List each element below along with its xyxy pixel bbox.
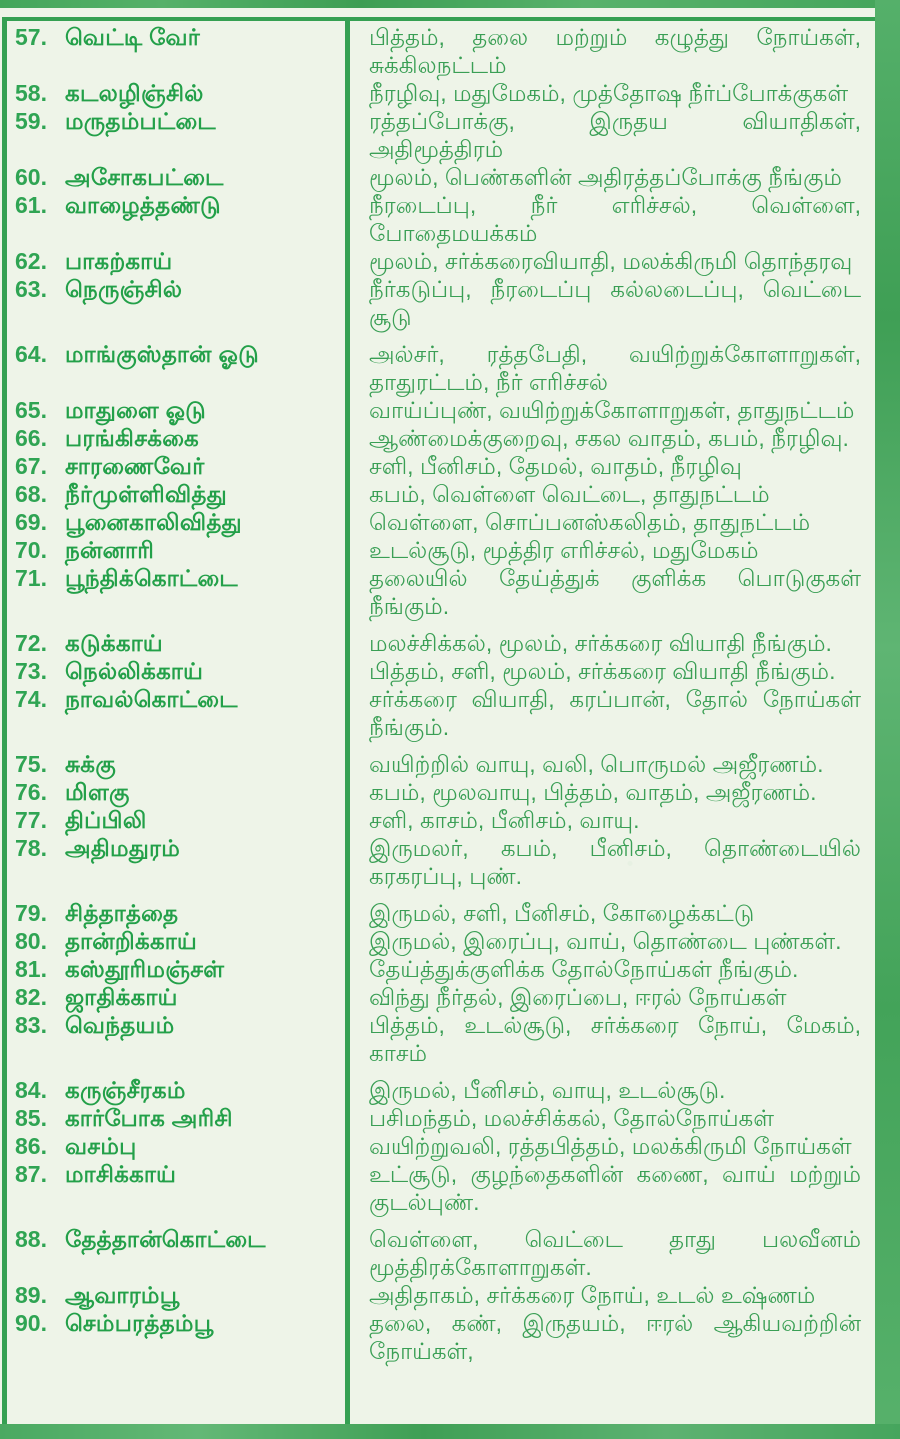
herb-name: சுக்கு bbox=[65, 751, 116, 777]
herb-name: நீர்முள்ளிவித்து bbox=[65, 481, 227, 507]
herb-name-cell bbox=[7, 340, 345, 396]
row-number: 65. bbox=[15, 397, 47, 423]
herb-name-cell bbox=[7, 23, 345, 79]
table-row bbox=[7, 1104, 875, 1132]
herb-uses: மூலம், சர்க்கரைவியாதி, மலக்கிருமி தொந்தரவு bbox=[369, 248, 853, 274]
herb-uses: பித்தம், சளி, மூலம், சர்க்கரை வியாதி நீங்கும். bbox=[369, 658, 836, 684]
herb-name: அதிமதுரம் bbox=[65, 835, 181, 861]
herb-name-cell bbox=[7, 452, 345, 480]
herb-name: அசோகபட்டை bbox=[65, 164, 224, 190]
herb-name-cell bbox=[7, 685, 345, 741]
row-number: 59. bbox=[15, 108, 47, 134]
herb-uses: நீரடைப்பு, நீர் எரிச்சல், வெள்ளை, போதைமயக்கம் bbox=[369, 192, 861, 246]
row-number: 83. bbox=[15, 1012, 47, 1038]
herb-name-cell bbox=[7, 163, 345, 191]
herb-uses: பசிமந்தம், மலச்சிக்கல், தோல்நோய்கள் bbox=[369, 1105, 775, 1131]
herb-name: பூந்திக்கொட்டை bbox=[65, 565, 238, 591]
table-row bbox=[7, 275, 875, 331]
herb-uses: தேய்த்துக்குளிக்க தோல்நோய்கள் நீங்கும். bbox=[369, 956, 799, 982]
table-row bbox=[7, 564, 875, 620]
table-row bbox=[7, 629, 875, 657]
table-row bbox=[7, 247, 875, 275]
row-number: 63. bbox=[15, 276, 47, 302]
herb-name: கடுக்காய் bbox=[65, 630, 163, 656]
herb-uses: இருமல், பீனிசம், வாயு, உடல்சூடு. bbox=[369, 1077, 726, 1103]
herb-name-cell bbox=[7, 1011, 345, 1067]
herb-name: மிளகு bbox=[65, 779, 130, 805]
row-number: 80. bbox=[15, 928, 47, 954]
herb-name-cell bbox=[7, 424, 345, 452]
herb-name: மாசிக்காய் bbox=[65, 1161, 177, 1187]
row-number: 71. bbox=[15, 565, 47, 591]
herb-name: நெல்லிக்காய் bbox=[65, 658, 204, 684]
table-row bbox=[7, 424, 875, 452]
herb-uses: மூலம், பெண்களின் அதிரத்தப்போக்கு நீங்கும் bbox=[369, 164, 842, 190]
table-row bbox=[7, 23, 875, 79]
herb-uses: வெள்ளை, வெட்டை தாது பலவீனம் மூத்திரக்கோளாறுகள். bbox=[369, 1226, 861, 1280]
row-number: 74. bbox=[15, 686, 47, 712]
row-number: 67. bbox=[15, 453, 47, 479]
table-row bbox=[7, 750, 875, 778]
row-number: 89. bbox=[15, 1282, 47, 1308]
row-number: 58. bbox=[15, 80, 47, 106]
herb-name: சித்தாத்தை bbox=[65, 900, 179, 926]
herb-name: பாகற்காய் bbox=[65, 248, 173, 274]
table-row bbox=[7, 480, 875, 508]
herb-name-cell bbox=[7, 480, 345, 508]
herb-uses: பித்தம், தலை மற்றும் கழுத்து நோய்கள், சுக்கிலநட்டம் bbox=[369, 24, 861, 78]
herb-name-cell bbox=[7, 191, 345, 247]
herb-uses: தலை, கண், இருதயம், ஈரல் ஆகியவற்றின் நோய்கள், bbox=[369, 1310, 861, 1364]
row-number: 68. bbox=[15, 481, 47, 507]
herb-uses: இருமல், இரைப்பு, வாய், தொண்டை புண்கள். bbox=[369, 928, 842, 954]
right-green-band bbox=[875, 0, 900, 1439]
herb-name-cell bbox=[7, 657, 345, 685]
row-number: 86. bbox=[15, 1133, 47, 1159]
herb-name-cell bbox=[7, 927, 345, 955]
row-number: 76. bbox=[15, 779, 47, 805]
table-row bbox=[7, 834, 875, 890]
herb-uses: வாய்ப்புண், வயிற்றுக்கோளாறுகள், தாதுநட்டம் bbox=[369, 397, 855, 423]
table-row bbox=[7, 1225, 875, 1281]
herb-uses: கபம், மூலவாயு, பித்தம், வாதம், அஜீரணம். bbox=[369, 779, 817, 805]
herb-name-cell bbox=[7, 536, 345, 564]
table-row bbox=[7, 778, 875, 806]
herb-name: வெட்டி வேர் bbox=[65, 24, 201, 50]
herb-uses: இருமல், சளி, பீனிசம், கோழைக்கட்டு bbox=[369, 900, 755, 926]
table-row bbox=[7, 657, 875, 685]
herb-uses: இருமலர், கபம், பீனிசம், தொண்டையில் கரகரப்பு, புண். bbox=[369, 835, 861, 889]
herb-name: வசம்பு bbox=[65, 1133, 137, 1159]
bottom-green-band bbox=[0, 1424, 900, 1439]
herb-name-cell bbox=[7, 1225, 345, 1281]
row-number: 87. bbox=[15, 1161, 47, 1187]
herb-uses: ரத்தப்போக்கு, இருதய வியாதிகள், அதிமூத்திரம் bbox=[369, 108, 861, 162]
herb-name-cell bbox=[7, 1132, 345, 1160]
herb-uses: சளி, பீனிசம், தேமல், வாதம், நீரழிவு bbox=[369, 453, 742, 479]
table-row bbox=[7, 1076, 875, 1104]
table-row bbox=[7, 1132, 875, 1160]
table-row bbox=[7, 1011, 875, 1067]
top-green-band bbox=[0, 0, 900, 8]
row-number: 84. bbox=[15, 1077, 47, 1103]
herb-name-cell bbox=[7, 1309, 345, 1365]
table-row bbox=[7, 536, 875, 564]
herb-uses: ஆண்மைக்குறைவு, சகல வாதம், கபம், நீரழிவு. bbox=[369, 425, 849, 451]
row-number: 61. bbox=[15, 192, 47, 218]
herb-name: வெந்தயம் bbox=[65, 1012, 175, 1038]
table-row bbox=[7, 955, 875, 983]
herb-name-cell bbox=[7, 107, 345, 163]
herb-name-cell bbox=[7, 396, 345, 424]
herb-uses: நீரழிவு, மதுமேகம், முத்தோஷ நீர்ப்போக்குகள் bbox=[369, 80, 849, 106]
herb-uses: விந்து நீர்தல், இரைப்பை, ஈரல் நோய்கள் bbox=[369, 984, 787, 1010]
herb-uses: பித்தம், உடல்சூடு, சர்க்கரை நோய், மேகம், காசம் bbox=[369, 1012, 861, 1066]
herb-uses: உட்சூடு, குழந்தைகளின் கணை, வாய் மற்றும் குடல்புண். bbox=[369, 1161, 861, 1215]
row-number: 85. bbox=[15, 1105, 47, 1131]
herb-name: திப்பிலி bbox=[65, 807, 147, 833]
table-row bbox=[7, 508, 875, 536]
herb-name: மாதுளை ஓடு bbox=[65, 397, 207, 423]
herb-name-cell bbox=[7, 1076, 345, 1104]
table-row bbox=[7, 927, 875, 955]
herb-name-cell bbox=[7, 983, 345, 1011]
row-number: 72. bbox=[15, 630, 47, 656]
herb-name: தான்றிக்காய் bbox=[65, 928, 198, 954]
herb-uses: சர்க்கரை வியாதி, கரப்பான், தோல் நோய்கள் நீங்கும். bbox=[369, 686, 861, 740]
row-number: 81. bbox=[15, 956, 47, 982]
herb-name-cell bbox=[7, 834, 345, 890]
herb-name-cell bbox=[7, 806, 345, 834]
herb-name-cell bbox=[7, 1104, 345, 1132]
table-row bbox=[7, 983, 875, 1011]
table-row bbox=[7, 685, 875, 741]
herb-uses: வெள்ளை, சொப்பனஸ்கலிதம், தாதுநட்டம் bbox=[369, 509, 811, 535]
row-number: 75. bbox=[15, 751, 47, 777]
herb-name: தேத்தான்கொட்டை bbox=[65, 1226, 266, 1252]
herb-uses: அதிதாகம், சர்க்கரை நோய், உடல் உஷ்ணம் bbox=[369, 1282, 816, 1308]
table-row bbox=[7, 79, 875, 107]
herb-name: கார்போக அரிசி bbox=[65, 1105, 233, 1131]
herb-name: கருஞ்சீரகம் bbox=[65, 1077, 186, 1103]
herb-name: ஜாதிக்காய் bbox=[65, 984, 178, 1010]
herb-name: பரங்கிசக்கை bbox=[65, 425, 200, 451]
herb-name-cell bbox=[7, 1281, 345, 1309]
row-number: 73. bbox=[15, 658, 47, 684]
row-number: 66. bbox=[15, 425, 47, 451]
table-row bbox=[7, 163, 875, 191]
table-row bbox=[7, 899, 875, 927]
herb-name: நாவல்கொட்டை bbox=[65, 686, 238, 712]
row-number: 70. bbox=[15, 537, 47, 563]
table-row bbox=[7, 396, 875, 424]
table-row bbox=[7, 452, 875, 480]
herb-uses: மலச்சிக்கல், மூலம், சர்க்கரை வியாதி நீங்கும். bbox=[369, 630, 832, 656]
herb-name: மருதம்பட்டை bbox=[65, 108, 216, 134]
row-number: 64. bbox=[15, 341, 47, 367]
row-number: 69. bbox=[15, 509, 47, 535]
row-number: 78. bbox=[15, 835, 47, 861]
herb-name-cell bbox=[7, 247, 345, 275]
herb-uses: நீர்கடுப்பு, நீரடைப்பு கல்லடைப்பு, வெட்டை சூடு bbox=[369, 276, 861, 330]
herb-name-cell bbox=[7, 508, 345, 536]
row-number: 90. bbox=[15, 1310, 47, 1336]
herb-uses: வயிற்றுவலி, ரத்தபித்தம், மலக்கிருமி நோய்கள் bbox=[369, 1133, 852, 1159]
herb-name-cell bbox=[7, 564, 345, 620]
herb-name: வாழைத்தண்டு bbox=[65, 192, 221, 218]
table-row bbox=[7, 107, 875, 163]
table-row bbox=[7, 1281, 875, 1309]
row-number: 88. bbox=[15, 1226, 47, 1252]
herb-uses: தலையில் தேய்த்துக் குளிக்க பொடுகுகள் நீங்கும். bbox=[369, 565, 861, 619]
row-number: 82. bbox=[15, 984, 47, 1010]
herb-table bbox=[7, 23, 875, 1424]
herb-name: சாரணைவேர் bbox=[65, 453, 205, 479]
herb-name: செம்பரத்தம்பூ bbox=[65, 1310, 214, 1336]
table-row bbox=[7, 191, 875, 247]
herb-name: கஸ்தூரிமஞ்சள் bbox=[65, 956, 225, 982]
herb-name-cell bbox=[7, 79, 345, 107]
row-number: 60. bbox=[15, 164, 47, 190]
herb-name-cell bbox=[7, 275, 345, 331]
row-number: 57. bbox=[15, 24, 47, 50]
herb-name-cell bbox=[7, 750, 345, 778]
herb-name-cell bbox=[7, 629, 345, 657]
table-row bbox=[7, 1309, 875, 1365]
herb-name-cell bbox=[7, 1160, 345, 1216]
table-border-top bbox=[2, 17, 875, 21]
table-row bbox=[7, 1160, 875, 1216]
herb-uses: வயிற்றில் வாயு, வலி, பொருமல் அஜீரணம். bbox=[369, 751, 824, 777]
herb-name-cell bbox=[7, 955, 345, 983]
table-row bbox=[7, 340, 875, 396]
herb-name-cell bbox=[7, 899, 345, 927]
herb-uses: அல்சர், ரத்தபேதி, வயிற்றுக்கோளாறுகள், தாதுரட்டம், நீர் எரிச்சல் bbox=[369, 341, 861, 395]
herb-uses: சளி, காசம், பீனிசம், வாயு. bbox=[369, 807, 640, 833]
herb-name: நன்னாரி bbox=[65, 537, 155, 563]
herb-name: பூனைகாலிவித்து bbox=[65, 509, 242, 535]
herb-name: மாங்குஸ்தான் ஓடு bbox=[65, 341, 259, 367]
row-number: 77. bbox=[15, 807, 47, 833]
herb-name: நெருஞ்சில் bbox=[65, 276, 183, 302]
row-number: 79. bbox=[15, 900, 47, 926]
herb-name: ஆவாரம்பூ bbox=[65, 1282, 180, 1308]
herb-uses: உடல்சூடு, மூத்திர எரிச்சல், மதுமேகம் bbox=[369, 537, 759, 563]
herb-name: கடலழிஞ்சில் bbox=[65, 80, 204, 106]
herb-uses: கபம், வெள்ளை வெட்டை, தாதுநட்டம் bbox=[369, 481, 770, 507]
table-row bbox=[7, 806, 875, 834]
herb-name-cell bbox=[7, 778, 345, 806]
row-number: 62. bbox=[15, 248, 47, 274]
